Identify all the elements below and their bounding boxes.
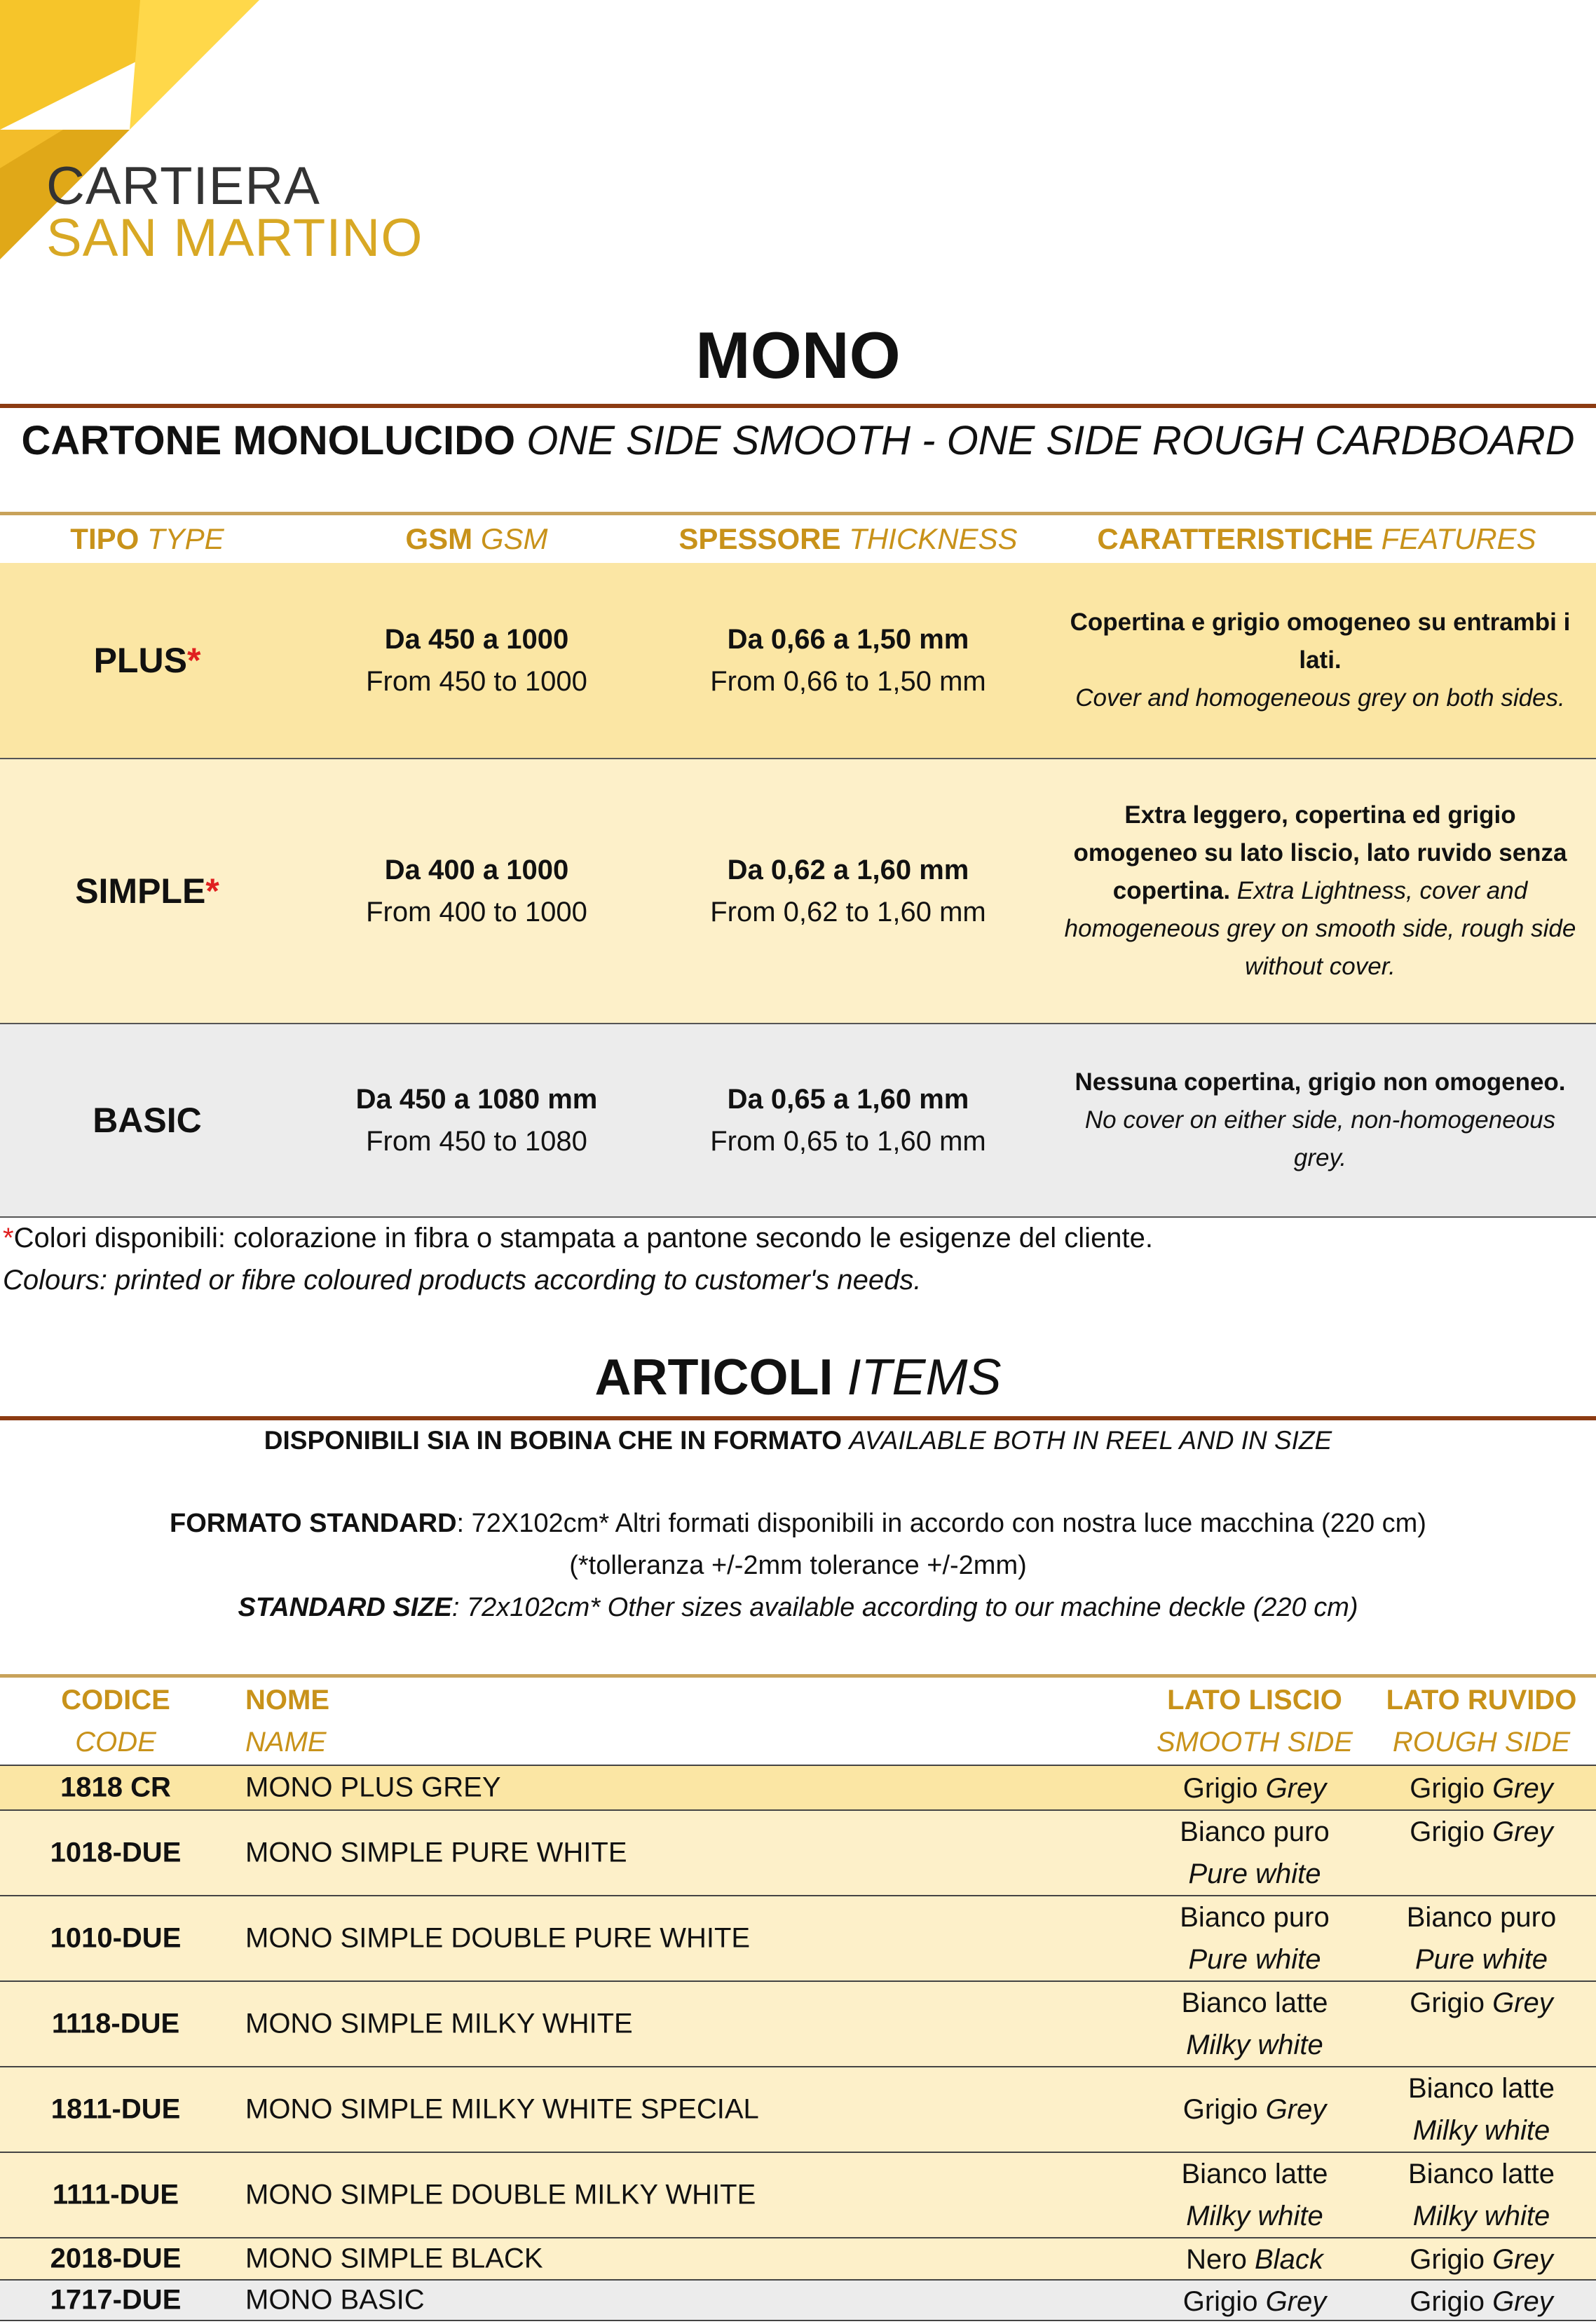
item-smooth-side: Bianco latte Milky white: [1181, 2159, 1328, 2231]
item-name: MONO SIMPLE MILKY WHITE SPECIAL: [245, 2093, 759, 2125]
features-cell: Copertina e grigio omogeneo su entrambi i lati. Cover and homogeneous grey on both sides.: [1070, 609, 1571, 712]
gsm-cell: Da 400 a 1000 From 400 to 1000: [366, 855, 587, 927]
availability-text: DISPONIBILI SIA IN BOBINA CHE IN FORMATO AVAILABLE BOTH IN REEL AND IN SIZE: [264, 1426, 1332, 1455]
item-rough-side: Bianco latte Milky white: [1407, 2073, 1555, 2146]
item-smooth-side: Grigio Grey: [1182, 2094, 1327, 2125]
table-row: [0, 1980, 1596, 2066]
subtitle: [0, 416, 1596, 466]
item-name: MONO BASIC: [245, 2284, 425, 2316]
divider: [0, 404, 1596, 408]
item-smooth-side: Bianco puro Pure white: [1180, 1902, 1330, 1975]
items-table: [0, 1674, 1596, 2321]
item-rough-side: Grigio Grey: [1410, 1987, 1553, 2018]
item-rough-side: Grigio Grey: [1410, 1773, 1553, 1804]
thickness-cell: Da 0,62 a 1,60 mm From 0,62 to 1,60 mm: [710, 855, 986, 927]
item-code: 1818 CR: [60, 1772, 171, 1803]
items-header: [0, 1678, 1596, 1765]
page-title: MONO: [695, 318, 901, 392]
item-smooth-side: Grigio Grey: [1182, 1773, 1327, 1804]
header-smooth-side: LATO LISCIO SMOOTH SIDE: [1156, 1685, 1353, 1758]
colours-note-it: *Colori disponibili: colorazione in fibra o stampata a pantone secondo le esigenze del cliente.: [3, 1223, 1154, 1253]
item-name: MONO SIMPLE DOUBLE MILKY WHITE: [245, 2179, 756, 2210]
item-smooth-side: Nero Black: [1186, 2244, 1323, 2275]
thickness-cell: Da 0,66 a 1,50 mm From 0,66 to 1,50 mm: [710, 624, 986, 697]
type-cell: PLUS*: [93, 641, 201, 680]
subtitle-it: CARTONE MONOLUCIDO: [21, 418, 516, 463]
features-cell: Nessuna copertina, grigio non omogeneo. No cover on either side, non-homogeneous grey.: [1075, 1068, 1566, 1171]
item-rough-side: Grigio Grey: [1410, 1816, 1553, 1847]
item-code: 1018-DUE: [50, 1837, 182, 1868]
gsm-cell: Da 450 a 1000 From 450 to 1000: [366, 624, 587, 697]
type-cell: BASIC: [93, 1101, 202, 1140]
table-row: [0, 2279, 1596, 2321]
logo-text-cartiera: CARTIERA: [46, 156, 320, 216]
header-gsm: GSM GSM: [405, 522, 548, 555]
logo-text-san-martino: SAN MARTINO: [46, 208, 423, 268]
header-code: CODICE CODE: [61, 1685, 170, 1758]
item-name: MONO SIMPLE PURE WHITE: [245, 1837, 627, 1868]
tolerance-text: (*tolleranza +/-2mm tolerance +/-2mm): [569, 1551, 1027, 1580]
item-code: 1010-DUE: [50, 1922, 182, 1954]
item-code: 1717-DUE: [50, 2284, 182, 2316]
item-rough-side: Bianco latte Milky white: [1407, 2159, 1555, 2231]
divider: [0, 1416, 1596, 1420]
item-smooth-side: Grigio Grey: [1182, 2286, 1327, 2317]
product-table: [0, 512, 1596, 1218]
header-name: NOME NAME: [245, 1685, 329, 1758]
table-row: [0, 759, 1596, 1024]
item-name: MONO SIMPLE DOUBLE PURE WHITE: [245, 1922, 751, 1954]
table-row: [0, 1765, 1596, 1809]
item-code: 1811-DUE: [50, 2093, 181, 2125]
thickness-cell: Da 0,65 a 1,60 mm From 0,65 to 1,60 mm: [710, 1084, 986, 1157]
table-row: [0, 2066, 1596, 2152]
features-cell: Extra leggero, copertina ed grigio omogeneo su lato liscio, lato ruvido senza copertina. Extra Lightness, cover and homogeneous grey on smooth side, rough side without cover.: [1064, 801, 1576, 980]
item-rough-side: Grigio Grey: [1410, 2244, 1553, 2275]
item-rough-side: Bianco puro Pure white: [1406, 1902, 1557, 1975]
type-cell: SIMPLE*: [75, 871, 219, 911]
item-smooth-side: Bianco puro Pure white: [1180, 1816, 1330, 1889]
table-header: [0, 515, 1596, 563]
section-title: ARTICOLI ITEMS: [594, 1350, 1002, 1406]
header-rough-side: LATO RUVIDO ROUGH SIDE: [1386, 1685, 1577, 1758]
item-code: 1118-DUE: [51, 2008, 180, 2039]
table-row: [0, 2152, 1596, 2237]
table-row: [0, 1809, 1596, 1895]
gsm-cell: Da 450 a 1080 mm From 450 to 1080: [355, 1084, 598, 1157]
item-rough-side: Grigio Grey: [1410, 2286, 1553, 2317]
header-features: CARATTERISTICHE FEATURES: [1097, 522, 1536, 555]
header-type: TIPO TYPE: [70, 522, 224, 555]
item-smooth-side: Bianco latte Milky white: [1181, 1987, 1328, 2060]
item-name: MONO SIMPLE MILKY WHITE: [245, 2008, 633, 2039]
colours-note-en: Colours: printed or fibre coloured products according to customer's needs.: [3, 1265, 922, 1296]
subtitle-en: ONE SIDE SMOOTH - ONE SIDE ROUGH CARDBOARD: [526, 418, 1575, 463]
item-name: MONO SIMPLE BLACK: [245, 2243, 543, 2274]
table-row: [0, 1895, 1596, 1980]
item-code: 1111-DUE: [52, 2179, 179, 2210]
header-thickness: SPESSORE THICKNESS: [678, 522, 1018, 555]
table-row: [0, 563, 1596, 759]
table-row: [0, 2237, 1596, 2279]
item-code: 2018-DUE: [50, 2243, 182, 2274]
standard-format-en: STANDARD SIZE: 72x102cm* Other sizes available according to our machine deckle (220 cm): [238, 1593, 1358, 1622]
item-name: MONO PLUS GREY: [245, 1772, 501, 1803]
table-row: [0, 1024, 1596, 1218]
standard-format-it: FORMATO STANDARD: 72X102cm* Altri formati disponibili in accordo con nostra luce macchina (220 cm): [170, 1509, 1426, 1538]
